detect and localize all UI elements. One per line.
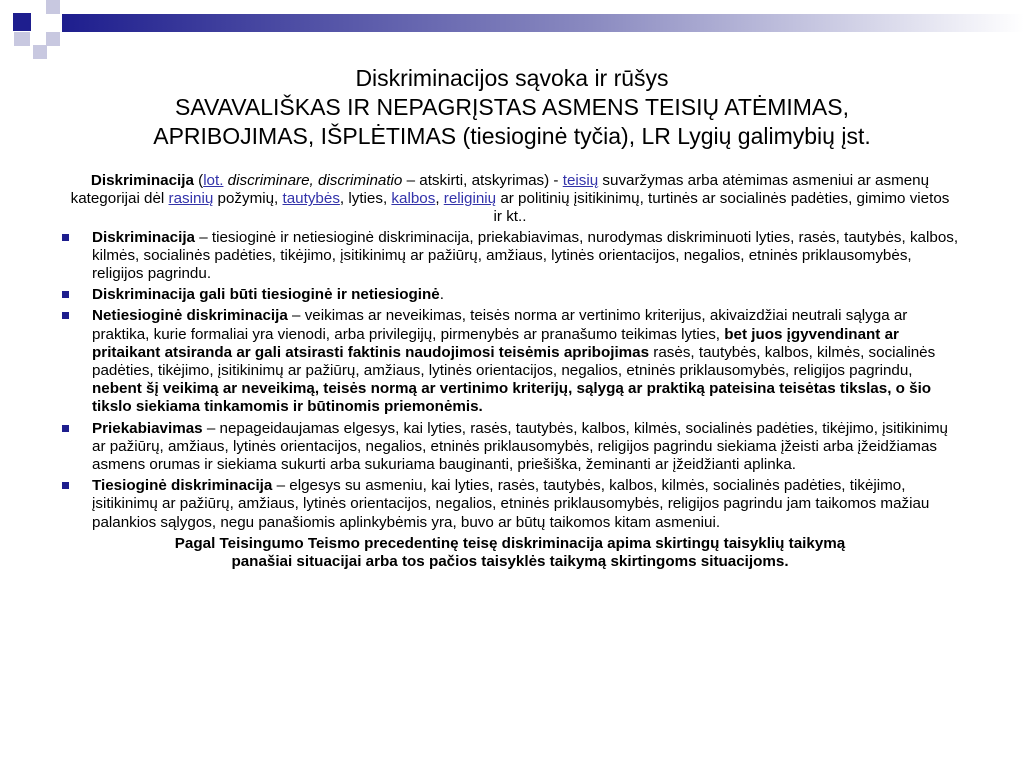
bullet-list bbox=[60, 229, 960, 532]
closing-statement bbox=[60, 535, 960, 571]
bullet-item: Diskriminacija – tiesioginė ir netiesioginė diskriminacija, priekabiavimas, nurodymas diskriminuoti lyties, rasės, tautybės, kalbos, kilmės, socialinės padėties, tikėjimo, įsitikinimų ar pažiūrų, amžiaus, lytinės orientacijos, negalios, etninės priklausomybės, religijos pagrindu. bbox=[60, 229, 960, 284]
intro-paragraph: Diskriminacija (lot. discriminare, discriminatio – atskirti, atskyrimas) - teisių suvaržymas arba atėmimas asmeniui ar asmenų kategorijai dėl rasinių požymių, tautybės, lyties, kalbos, religinių ar politinių įsitikinimų, turtinės ar socialinės padėties, gimimo vietos ir kt.. bbox=[70, 172, 950, 226]
bullet-item: Priekabiavimas – nepageidaujamas elgesys, kai lyties, rasės, tautybės, kalbos, kilmės, socialinės padėties, tikėjimo, įsitikinimų ar pažiūrų, amžiaus, lytinės orientacijos, negalios, etninės priklausomybės, religijos pagrindu siekiama įžeisti arba įžeidžiamas asmens orumas ir siekiama sukurti arba sukuriama bauginanti, priešiška, žeminanti ar įžeidžianti aplinka. bbox=[60, 420, 960, 475]
deco-square bbox=[62, 0, 76, 14]
square-bullet-icon bbox=[62, 425, 69, 432]
intro-term: Diskriminacija bbox=[90, 172, 194, 189]
deco-square bbox=[14, 32, 30, 46]
deco-square bbox=[33, 45, 47, 59]
slide-title bbox=[40, 64, 984, 151]
link-tautybes[interactable]: tautybės bbox=[282, 190, 340, 208]
header-decoration bbox=[0, 0, 1024, 60]
title-line-1: Diskriminacijos sąvoka ir rūšys bbox=[355, 65, 669, 91]
square-bullet-icon bbox=[62, 312, 69, 319]
deco-square bbox=[46, 32, 60, 46]
deco-square bbox=[46, 0, 60, 14]
closing-line-2: panašiai situacijai arba tos pačios taisyklės taikymą skirtingoms situacijoms. bbox=[231, 553, 789, 571]
bullet-item: Tiesioginė diskriminacija – elgesys su asmeniu, kai lyties, rasės, tautybės, kalbos, kilmės, socialinės padėties, tikėjimo, įsitikinimų ar pažiūrų, amžiaus, lytinės orientacijos, negalios, etninės priklausomybės, religijos pagrindu jam taikomos mažiau palankios sąlygos, negu panašiomis aplinkybėmis yra, buvo ar būtų taikomos kitam asmeniui. bbox=[60, 477, 960, 532]
title-line-3: APRIBOJIMAS, IŠPLĖTIMAS (tiesioginė tyčia), LR Lygių galimybių įst. bbox=[153, 123, 871, 149]
bullet-item: Diskriminacija gali būti tiesioginė ir netiesioginė. bbox=[60, 286, 960, 304]
link-rasiniu[interactable]: rasinių bbox=[168, 190, 214, 208]
link-kalbos[interactable]: kalbos bbox=[391, 190, 436, 208]
link-teisiu[interactable]: teisių bbox=[562, 172, 599, 189]
link-religiniu[interactable]: religinių bbox=[443, 190, 497, 208]
slide-body bbox=[60, 172, 960, 571]
deco-square bbox=[13, 13, 31, 31]
square-bullet-icon bbox=[62, 234, 69, 241]
square-bullet-icon bbox=[62, 482, 69, 489]
closing-line-1: Pagal Teisingumo Teismo precedentinę teisę diskriminacija apima skirtingų taisyklių taikymą bbox=[174, 534, 846, 552]
intro-latin: discriminare, discriminatio bbox=[223, 172, 403, 189]
link-lot[interactable]: lot. bbox=[203, 172, 224, 189]
bullet-item: Netiesioginė diskriminacija – veikimas ar neveikimas, teisės norma ar vertinimo kriterijus, akivaizdžiai neutrali sąlyga ar praktika, kurie formaliai yra vienodi, arba privilegijų, pirmenybės ar pranašumo teikimas lyties, bet juos įgyvendinant ar pritaikant atsiranda ar gali atsirasti faktinis naudojimosi teisėmis apribojimas rasės, tautybės, kalbos, kilmės, socialinės padėties, tikėjimo, įsitikinimų ar pažiūrų, amžiaus, lytinės orientacijos, negalios, etninės priklausomybės, religijos pagrindu, nebent šį veikimą ar neveikimą, teisės normą ar vertinimo kriterijų, sąlygą ar praktiką pateisina teisėtas tikslas, o šio tikslo siekiama tinkamomis ir būtinomis priemonėmis. bbox=[60, 307, 960, 416]
header-gradient-bar bbox=[62, 14, 1024, 32]
square-bullet-icon bbox=[62, 291, 69, 298]
title-line-2: SAVAVALIŠKAS IR NEPAGRĮSTAS ASMENS TEISIŲ ATĖMIMAS, bbox=[175, 94, 849, 120]
